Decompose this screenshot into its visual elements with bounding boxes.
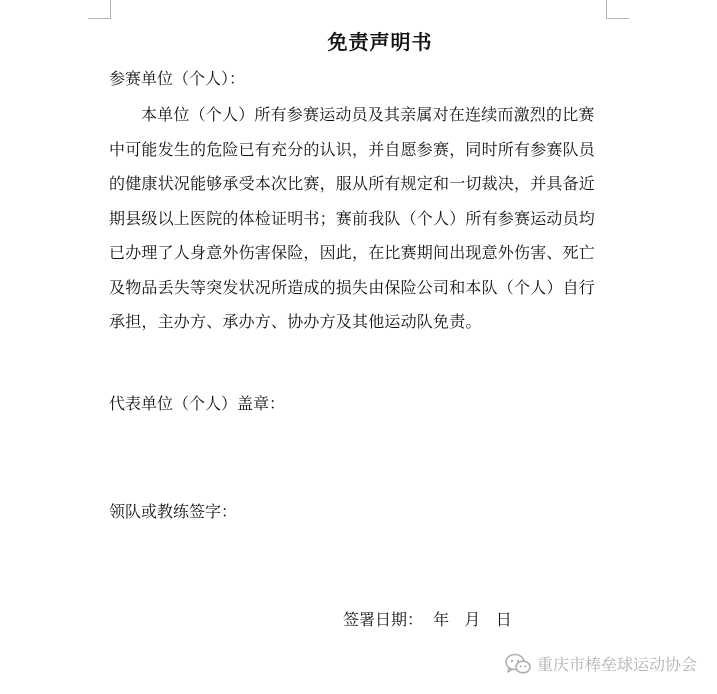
page-margin-corner-top-left (88, 0, 111, 19)
body-line: 及物品丢失等突发状况所造成的损失由保险公司和本队（个人）自行 (109, 277, 596, 297)
sign-date-line: 签署日期： 年 月 日 (343, 610, 512, 629)
leader-signature-label: 领队或教练签字： (109, 502, 238, 521)
body-line: 期县级以上医院的体检证明书；赛前我队（个人）所有参赛运动员均 (109, 208, 596, 228)
unit-seal-label: 代表单位（个人）盖章： (109, 394, 286, 413)
page-margin-corner-top-right (606, 0, 629, 19)
body-line: 已办理了人身意外伤害保险，因此，在比赛期间出现意外伤害、死亡 (109, 243, 596, 262)
body-line: 本单位（个人）所有参赛运动员及其亲属对在连续而激烈的比赛 (141, 105, 595, 124)
body-line: 的健康状况能够承受本次比赛，服从所有规定和一切裁决，并具备近 (109, 174, 596, 193)
document-title: 免责声明书 (327, 30, 433, 54)
wechat-icon (505, 653, 531, 675)
body-line: 中可能发生的危险已有充分的认识，并自愿参赛，同时所有参赛队员 (109, 139, 596, 159)
disclaimer-body (109, 98, 629, 340)
watermark-text: 重庆市棒垒球运动协会 (536, 655, 697, 674)
addressee-line: 参赛单位（个人）： (109, 69, 246, 88)
watermark (505, 652, 697, 675)
body-line: 承担，主办方、承办方、协办方及其他运动队免责。 (109, 312, 482, 331)
